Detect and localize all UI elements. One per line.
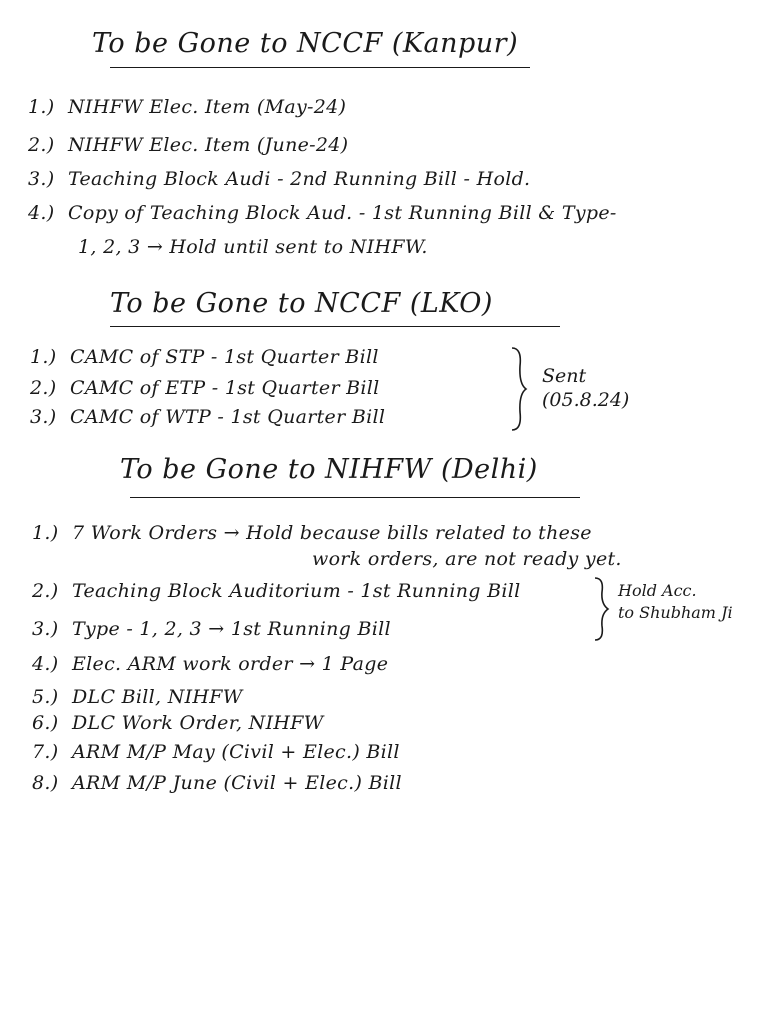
item-number: 1.) — [28, 96, 55, 118]
item-number: 1.) — [32, 522, 59, 544]
list-item — [28, 96, 346, 118]
item-number: 2.) — [32, 580, 59, 602]
list-item — [28, 168, 530, 190]
item-number: 3.) — [30, 406, 57, 428]
list-item — [32, 618, 391, 640]
section-heading-nccf-kanpur: To be Gone to NCCF (Kanpur) — [92, 28, 519, 59]
hold-note-line-1: Hold Acc. — [618, 581, 697, 600]
item-text: CAMC of STP - 1st Quarter Bill — [70, 346, 379, 368]
item-number: 8.) — [32, 772, 59, 794]
sent-note-label: Sent — [542, 365, 587, 387]
right-brace-icon — [592, 576, 610, 642]
item-text: 1, 2, 3 → Hold until sent to NIHFW. — [78, 236, 428, 258]
item-text: Type - 1, 2, 3 → 1st Running Bill — [72, 618, 391, 640]
item-text: ARM M/P May (Civil + Elec.) Bill — [72, 741, 400, 763]
item-number: 2.) — [28, 134, 55, 156]
list-item — [32, 772, 402, 794]
item-text: NIHFW Elec. Item (June-24) — [68, 134, 349, 156]
list-item-continuation — [78, 236, 428, 258]
list-item — [32, 653, 388, 675]
list-item — [30, 346, 379, 368]
list-item — [32, 522, 592, 544]
item-text: DLC Work Order, NIHFW — [72, 712, 324, 734]
list-item — [30, 406, 385, 428]
item-number: 4.) — [32, 653, 59, 675]
list-item — [28, 202, 617, 224]
list-item — [30, 377, 380, 399]
item-text: 7 Work Orders → Hold because bills related to these — [72, 522, 592, 544]
heading-underline — [110, 326, 560, 327]
item-text: work orders, are not ready yet. — [312, 548, 622, 570]
list-item — [32, 712, 324, 734]
list-item — [32, 741, 400, 763]
list-item — [32, 686, 243, 708]
item-text: NIHFW Elec. Item (May-24) — [68, 96, 347, 118]
item-number: 7.) — [32, 741, 59, 763]
section-heading-nccf-lko: To be Gone to NCCF (LKO) — [110, 288, 493, 319]
hold-note — [618, 580, 733, 624]
list-item-continuation — [312, 548, 622, 570]
item-text: CAMC of ETP - 1st Quarter Bill — [70, 377, 380, 399]
heading-underline — [110, 67, 530, 68]
item-number: 2.) — [30, 377, 57, 399]
right-brace-icon — [508, 346, 528, 432]
item-number: 3.) — [32, 618, 59, 640]
item-text: Copy of Teaching Block Aud. - 1st Running Bill & Type- — [68, 202, 617, 224]
item-text: CAMC of WTP - 1st Quarter Bill — [70, 406, 386, 428]
item-text: Elec. ARM work order → 1 Page — [72, 653, 389, 675]
sent-note-date: (05.8.24) — [542, 389, 630, 411]
item-number: 1.) — [30, 346, 57, 368]
heading-underline — [130, 497, 580, 498]
list-item — [28, 134, 348, 156]
list-item — [32, 580, 520, 602]
item-text: ARM M/P June (Civil + Elec.) Bill — [72, 772, 402, 794]
item-text: Teaching Block Audi - 2nd Running Bill - Hold. — [68, 168, 531, 190]
item-number: 4.) — [28, 202, 55, 224]
item-text: Teaching Block Auditorium - 1st Running Bill — [72, 580, 521, 602]
item-number: 6.) — [32, 712, 59, 734]
sent-note — [542, 364, 629, 412]
section-heading-nihfw-delhi: To be Gone to NIHFW (Delhi) — [120, 454, 538, 485]
item-number: 3.) — [28, 168, 55, 190]
hold-note-line-2: to Shubham Ji — [618, 603, 733, 622]
item-text: DLC Bill, NIHFW — [72, 686, 243, 708]
item-number: 5.) — [32, 686, 59, 708]
